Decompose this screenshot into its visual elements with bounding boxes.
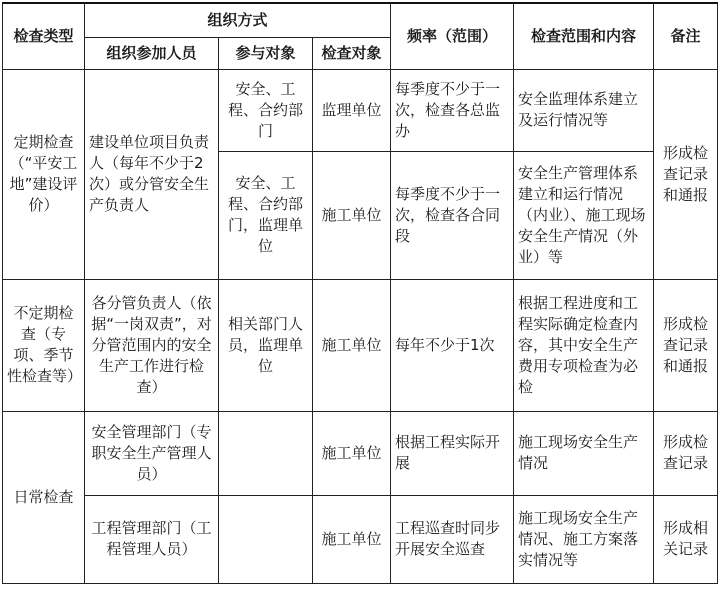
cell-personnel-irregular: 各分管负责人（依据“一岗双责”，对分管范围内的安全生产工作进行检查） xyxy=(85,279,219,411)
inspection-table xyxy=(2,2,718,584)
cell-remark-irregular: 形成检查记录和通报 xyxy=(654,279,718,411)
cell-type-daily: 日常检查 xyxy=(3,411,85,583)
cell-target-irregular: 施工单位 xyxy=(313,279,391,411)
header-org-method: 组织方式 xyxy=(85,3,391,37)
header-inspect-target: 检查对象 xyxy=(313,37,391,69)
header-remarks: 备注 xyxy=(654,3,718,69)
header-participants: 参与对象 xyxy=(219,37,313,69)
cell-remark-daily-1: 形成检查记录 xyxy=(654,411,718,495)
cell-scope-regular-2: 安全生产管理体系建立和运行情况（内业）、施工现场安全生产情况（外业）等 xyxy=(514,151,654,279)
cell-participants-daily-2 xyxy=(219,495,313,583)
cell-scope-regular-1: 安全监理体系建立及运行情况等 xyxy=(514,69,654,151)
cell-target-daily-2: 施工单位 xyxy=(313,495,391,583)
cell-remark-daily-2: 形成相关记录 xyxy=(654,495,718,583)
cell-type-regular: 定期检查（“平安工地”建设评价） xyxy=(3,69,85,279)
cell-participants-regular-1: 安全、工程、合约部门 xyxy=(219,69,313,151)
cell-personnel-daily-1: 安全管理部门（专职安全生产管理人员） xyxy=(85,411,219,495)
cell-frequency-daily-2: 工程巡查时同步开展安全巡查 xyxy=(391,495,514,583)
cell-frequency-regular-1: 每季度不少于一次，检查各总监办 xyxy=(391,69,514,151)
cell-target-daily-1: 施工单位 xyxy=(313,411,391,495)
header-type: 检查类型 xyxy=(3,3,85,69)
cell-frequency-daily-1: 根据工程实际开展 xyxy=(391,411,514,495)
cell-target-regular-2: 施工单位 xyxy=(313,151,391,279)
cell-scope-irregular: 根据工程进度和工程实际确定检查内容，其中安全生产费用专项检查为必检 xyxy=(514,279,654,411)
cell-scope-daily-1: 施工现场安全生产情况 xyxy=(514,411,654,495)
cell-scope-daily-2: 施工现场安全生产情况、施工方案落实情况等 xyxy=(514,495,654,583)
cell-type-irregular: 不定期检查（专项、季节性检查等） xyxy=(3,279,85,411)
cell-remark-regular: 形成检查记录和通报 xyxy=(654,69,718,279)
header-frequency: 频率（范围） xyxy=(391,3,514,69)
cell-frequency-regular-2: 每季度不少于一次，检查各合同段 xyxy=(391,151,514,279)
cell-participants-daily-1 xyxy=(219,411,313,495)
cell-target-regular-1: 监理单位 xyxy=(313,69,391,151)
cell-personnel-regular: 建设单位项目负责人（每年不少于2次）或分管安全生产负责人 xyxy=(85,69,219,279)
cell-frequency-irregular: 每年不少于1次 xyxy=(391,279,514,411)
header-scope: 检查范围和内容 xyxy=(514,3,654,69)
cell-participants-regular-2: 安全、工程、合约部门，监理单位 xyxy=(219,151,313,279)
header-org-personnel: 组织参加人员 xyxy=(85,37,219,69)
cell-personnel-daily-2: 工程管理部门（工程管理人员） xyxy=(85,495,219,583)
cell-participants-irregular: 相关部门人员，监理单位 xyxy=(219,279,313,411)
